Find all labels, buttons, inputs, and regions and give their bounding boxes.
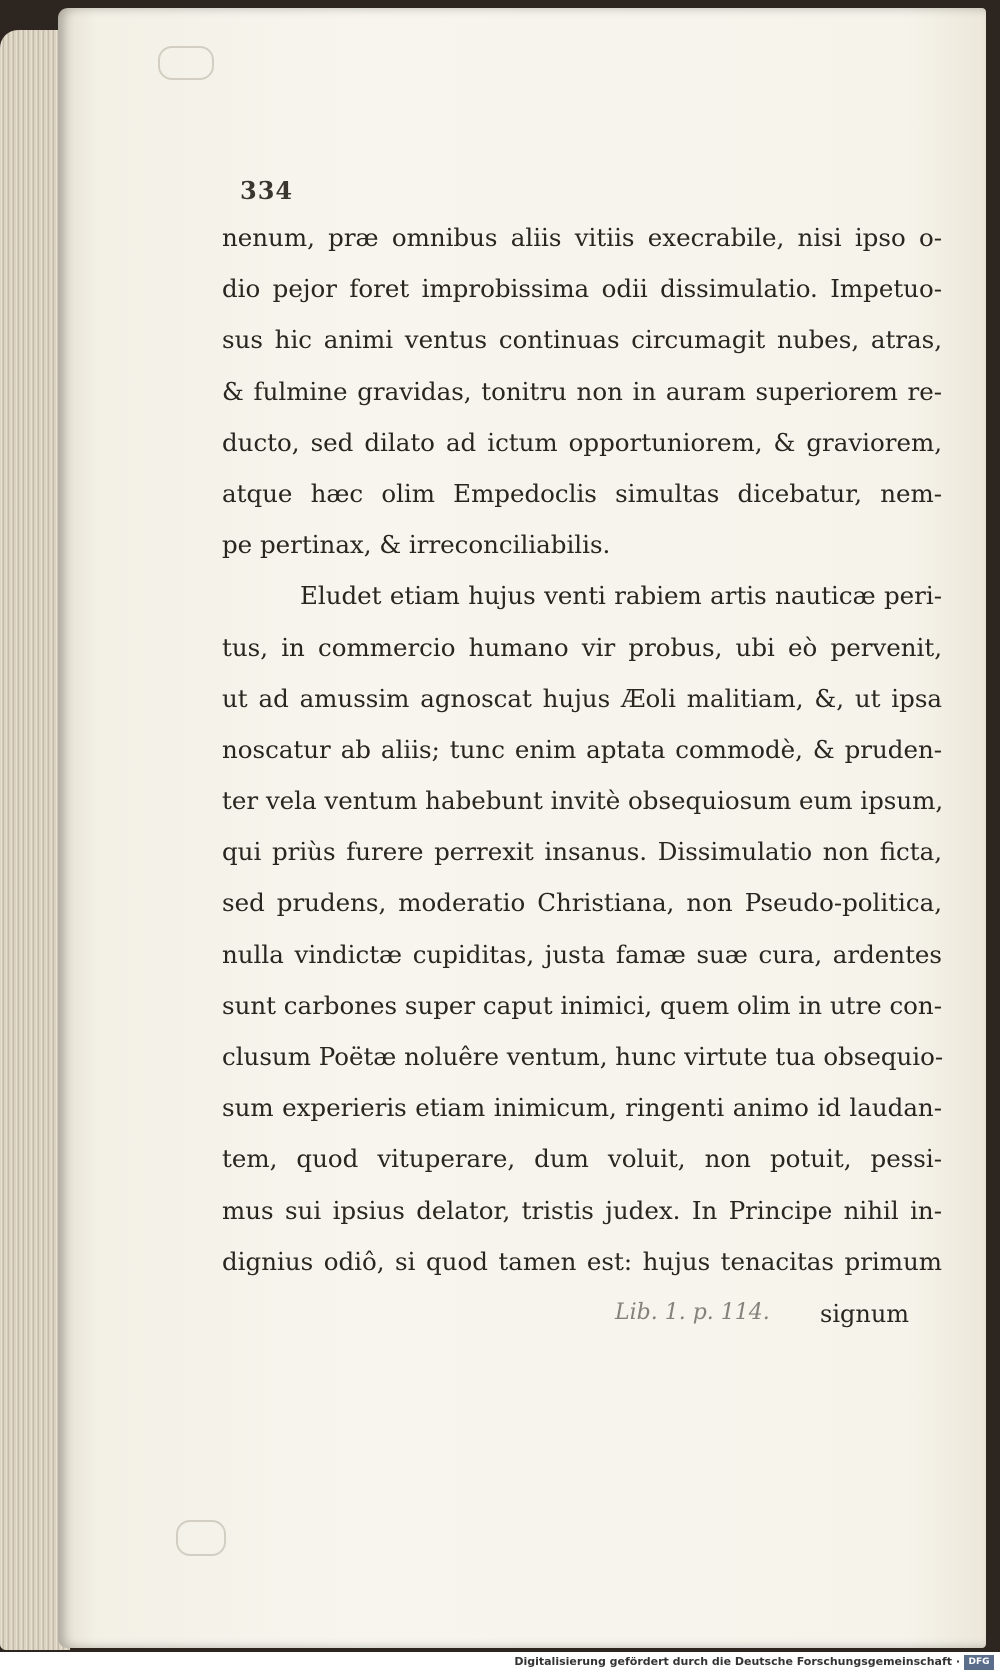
text-line: dignius odiô, si quod tamen est: hujus tenacitas primum (222, 1246, 942, 1276)
text-line: qui priùs furere perrexit insanus. Dissimulatio non ficta, (222, 837, 942, 867)
text-line: atque hæc olim Empedoclis simultas dicebatur, nem- (222, 478, 942, 508)
text-line: pe pertinax, & irreconciliabilis. (222, 530, 611, 560)
text-line: sunt carbones super caput inimici, quem olim in utre con- (222, 990, 942, 1020)
text-line: nenum, præ omnibus aliis vitiis execrabile, nisi ipso o- (222, 223, 942, 252)
footer-bar (0, 1652, 1000, 1674)
page-marker-bottom (176, 1520, 226, 1556)
text-line: noscatur ab aliis; tunc enim aptata commodè, & pruden- (222, 734, 942, 764)
text-line: ter vela ventum habebunt invitè obsequiosum eum ipsum, (222, 786, 944, 816)
text-line: & fulmine gravidas, tonitru non in auram superiorem re- (222, 376, 942, 406)
page-marker-top (158, 46, 214, 80)
text-line: dio pejor foret improbissima odii dissimulatio. Impetuo- (222, 274, 942, 304)
text-line: nulla vindictæ cupiditas, justa famæ suæ cura, ardentes (222, 939, 942, 969)
text-line: sus hic animi ventus continuas circumagit nubes, atras, (222, 325, 942, 355)
text-line: tem, quod vituperare, dum voluit, non potuit, pessi- (222, 1144, 942, 1174)
text-line: sum experieris etiam inimicum, ringenti animo id laudan- (222, 1093, 942, 1123)
text-line: ducto, sed dilato ad ictum opportuniorem, & graviorem, (222, 427, 942, 457)
text-line: ut ad amussim agnoscat hujus Æoli malitiam, &, ut ipsa (222, 683, 942, 713)
text-line: sed prudens, moderatio Christiana, non Pseudo-politica, (222, 888, 942, 918)
text-line: clusum Poëtæ noluêre ventum, hunc virtute tua obsequio- (222, 1042, 944, 1071)
text-line: Eludet etiam hujus venti rabiem artis nauticæ peri- (300, 581, 942, 611)
text-line: tus, in commercio humano vir probus, ubi eò pervenit, (222, 632, 942, 662)
dfg-logo-icon: DFG (964, 1655, 994, 1670)
body-text (222, 212, 942, 1287)
marginal-note: Lib. 1. p. 114. (615, 1300, 770, 1325)
funding-credit: Digitalisierung gefördert durch die Deutsche Forschungsgemeinschaft · (514, 1655, 960, 1668)
page-number: 334 (240, 176, 294, 205)
text-line: mus sui ipsius delator, tristis judex. In Principe nihil in- (222, 1195, 942, 1225)
catchword: signum (820, 1300, 910, 1328)
